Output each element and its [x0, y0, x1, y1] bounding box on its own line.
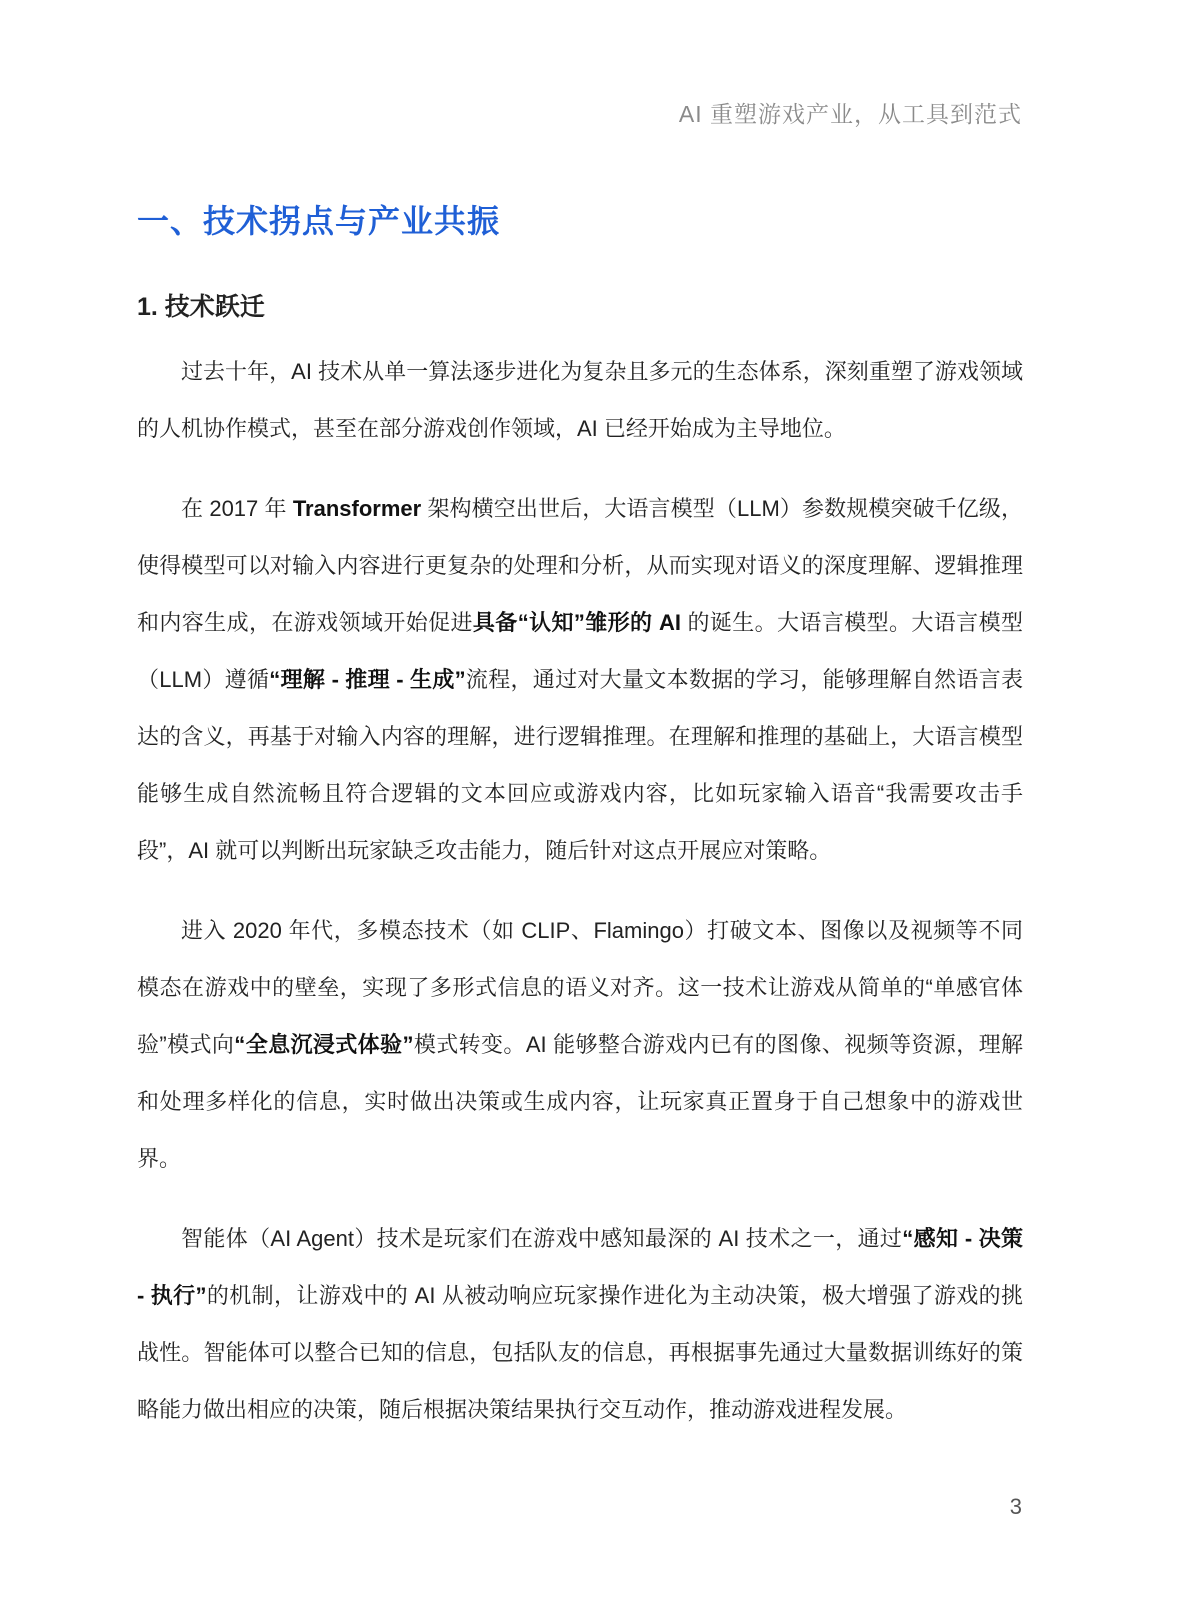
text-run: 流程，通过对大量文本数据的学习，能够理解自然语言表达的含义，再基于对输入内容的理解，进行逻辑推理。在理解和推理的基础上，大语言模型能够生成自然流畅且符合逻辑的文本回应或游戏内容，比如玩家输入语音“我需要攻击手段”，AI 就可以判断出玩家缺乏攻击能力，随后针对这点开展应对策略。 — [137, 667, 1023, 863]
bold-text: “全息沉浸式体验” — [234, 1032, 414, 1057]
paragraph — [137, 480, 1023, 879]
bold-text: 具备“认知”雏形的 AI — [472, 610, 681, 635]
text-run: 模式转变。AI 能够整合游戏内已有的图像、视频等资源，理解和处理多样化的信息，实时做出决策或生成内容，让玩家真正置身于自己想象中的游戏世界。 — [137, 1032, 1023, 1171]
page-number: 3 — [1009, 1494, 1022, 1519]
bold-text: “感知 - 决策 - 执行” — [137, 1226, 1023, 1308]
text-run: 智能体（AI Agent）技术是玩家们在游戏中感知最深的 AI 技术之一，通过 — [181, 1226, 903, 1251]
text-run: 架构横空出世后，大语言模型（LLM）参数规模突破千亿级，使得模型可以对输入内容进行更复杂的处理和分析，从而实现对语义的深度理解、逻辑推理和内容生成，在游戏领域开始促进 — [137, 496, 1023, 635]
bold-text: “理解 - 推理 - 生成” — [269, 667, 466, 692]
body-text — [137, 343, 1023, 1438]
running-header: AI 重塑游戏产业，从工具到范式 — [678, 101, 1022, 127]
bold-text: Transformer — [292, 496, 422, 521]
paragraph — [137, 1210, 1023, 1438]
text-run: 的诞生。大语言模型。大语言模型（LLM）遵循 — [137, 610, 1023, 692]
text-run: 进入 2020 年代，多模态技术（如 CLIP、Flamingo）打破文本、图像以及视频等不同模态在游戏中的壁垒，实现了多形式信息的语义对齐。这一技术让游戏从简单的“单感官体验”模式向 — [137, 918, 1023, 1057]
page-content — [137, 196, 1023, 1438]
section-title: 一、技术拐点与产业共振 — [137, 203, 501, 239]
paragraph — [137, 902, 1023, 1187]
text-run: 过去十年，AI 技术从单一算法逐步进化为复杂且多元的生态体系，深刻重塑了游戏领域的人机协作模式，甚至在部分游戏创作领域，AI 已经开始成为主导地位。 — [137, 359, 1023, 441]
text-run: 的机制，让游戏中的 AI 从被动响应玩家操作进化为主动决策，极大增强了游戏的挑战性。智能体可以整合已知的信息，包括队友的信息，再根据事先通过大量数据训练好的策略能力做出相应的决策，随后根据决策结果执行交互动作，推动游戏进程发展。 — [137, 1283, 1023, 1422]
paragraph — [137, 343, 1023, 457]
subsection-title: 1. 技术跃迁 — [137, 293, 265, 321]
text-run: 在 2017 年 — [181, 496, 293, 521]
